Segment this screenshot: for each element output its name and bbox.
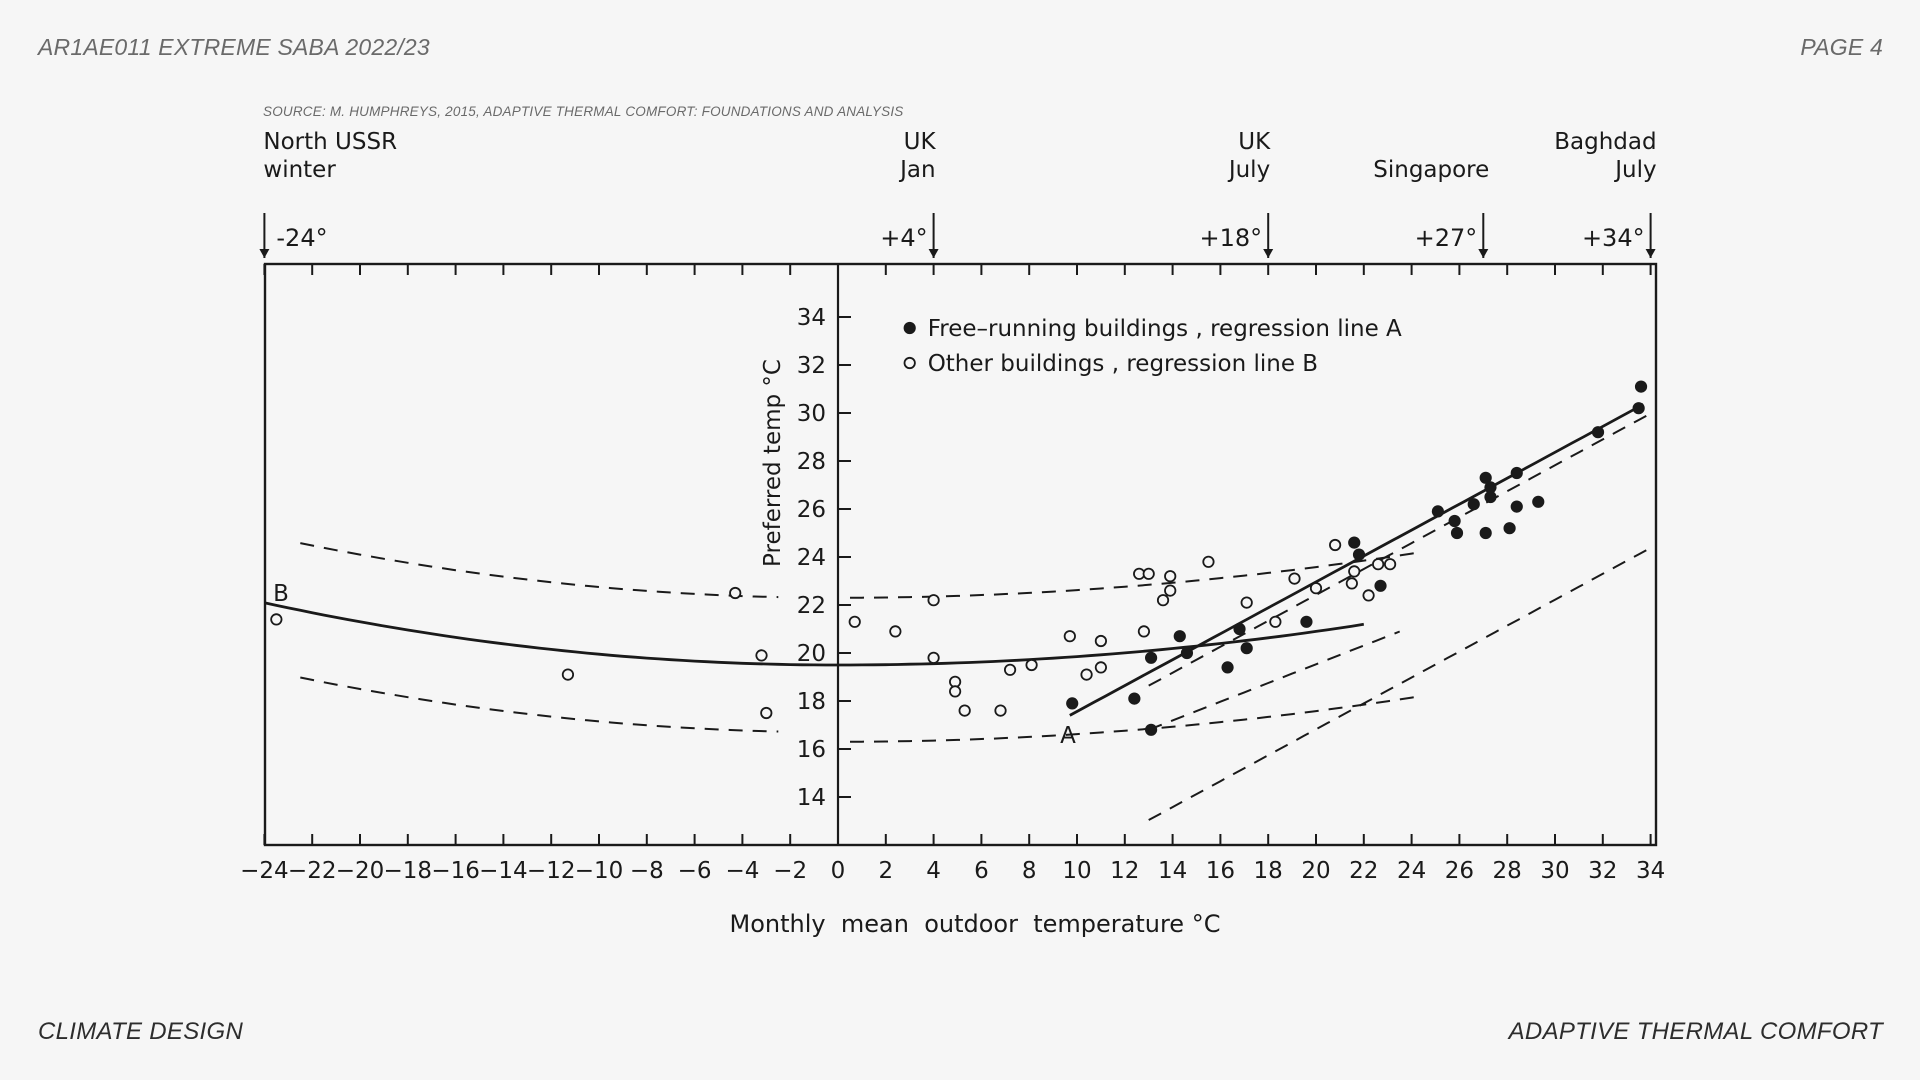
data-point-other bbox=[1270, 617, 1280, 627]
x-tick-label: 26 bbox=[1444, 858, 1475, 884]
data-point-other bbox=[1385, 559, 1395, 569]
x-tick-label: −6 bbox=[677, 858, 712, 884]
data-point-other bbox=[1373, 559, 1383, 569]
data-point-other bbox=[928, 595, 938, 605]
band-a-upper bbox=[1149, 414, 1651, 686]
x-tick-label: 32 bbox=[1588, 858, 1618, 884]
data-point-other bbox=[271, 614, 281, 624]
climate-marker-name: Baghdad bbox=[1554, 129, 1657, 155]
x-tick-label: −24 bbox=[240, 858, 289, 884]
climate-marker-name: winter bbox=[263, 157, 336, 183]
data-point-free-running bbox=[1433, 506, 1443, 516]
data-point-other bbox=[959, 705, 969, 715]
x-tick-label: 8 bbox=[1021, 858, 1037, 884]
y-tick-label: 24 bbox=[796, 545, 826, 571]
data-point-other bbox=[890, 626, 900, 636]
climate-arrow-head bbox=[1263, 249, 1273, 258]
climate-marker-name: UK bbox=[903, 129, 936, 155]
data-point-other bbox=[1289, 573, 1299, 583]
climate-marker-name: Singapore bbox=[1373, 157, 1490, 183]
climate-marker-value: -24° bbox=[276, 224, 328, 252]
data-point-free-running bbox=[1129, 693, 1139, 703]
y-tick-label: 28 bbox=[796, 449, 826, 475]
x-tick-label: 20 bbox=[1301, 858, 1331, 884]
x-tick-label: 18 bbox=[1253, 858, 1283, 884]
data-point-free-running bbox=[1636, 381, 1646, 391]
x-axis-label: Monthly mean outdoor temperature °C bbox=[729, 910, 1221, 938]
x-tick-label: −22 bbox=[287, 858, 337, 884]
regression-lines bbox=[264, 404, 1643, 715]
y-tick-label: 30 bbox=[796, 401, 826, 427]
data-point-other bbox=[563, 669, 573, 679]
data-point-free-running bbox=[1349, 537, 1359, 547]
data-point-free-running bbox=[1504, 523, 1514, 533]
data-point-free-running bbox=[1234, 624, 1244, 634]
climate-marker-name: July bbox=[1615, 157, 1657, 183]
data-point-other bbox=[730, 588, 740, 598]
y-tick-label: 32 bbox=[796, 353, 826, 379]
data-point-other bbox=[1158, 595, 1168, 605]
climate-marker-name: North USSR bbox=[263, 129, 398, 155]
y-tick-label: 34 bbox=[796, 305, 826, 331]
data-point-other bbox=[1144, 569, 1154, 579]
climate-marker-value: +34° bbox=[1581, 224, 1645, 252]
x-tick-label: −10 bbox=[574, 858, 624, 884]
x-tick-label: 16 bbox=[1205, 858, 1236, 884]
x-tick-label: −2 bbox=[773, 858, 808, 884]
x-tick-label: −14 bbox=[479, 858, 528, 884]
data-point-free-running bbox=[1512, 501, 1522, 511]
x-tick-label: 30 bbox=[1540, 858, 1570, 884]
y-axis-label: Preferred temp °C bbox=[760, 359, 786, 567]
data-point-free-running bbox=[1480, 528, 1490, 538]
x-tick-label: −12 bbox=[526, 858, 576, 884]
data-point-other bbox=[1165, 571, 1175, 581]
data-point-other bbox=[761, 708, 771, 718]
x-tick-label: −8 bbox=[629, 858, 664, 884]
data-point-free-running bbox=[1593, 427, 1603, 437]
band-a-lower bbox=[1149, 548, 1651, 820]
data-point-free-running bbox=[1512, 468, 1522, 478]
data-point-free-running bbox=[1146, 653, 1156, 663]
climate-marker-value: +4° bbox=[880, 224, 928, 252]
climate-marker-name: July bbox=[1228, 157, 1271, 183]
y-tick-label: 18 bbox=[796, 689, 826, 715]
y-tick-label: 14 bbox=[796, 785, 826, 811]
x-tick-label: −20 bbox=[335, 858, 385, 884]
data-point-other bbox=[928, 653, 938, 663]
data-point-free-running bbox=[1449, 516, 1459, 526]
x-tick-label: 34 bbox=[1635, 858, 1666, 884]
data-point-other bbox=[1363, 590, 1373, 600]
climate-arrow-head bbox=[1478, 249, 1488, 258]
footer-topic: CLIMATE DESIGN bbox=[38, 1018, 244, 1045]
climate-marker-value: +18° bbox=[1199, 224, 1263, 252]
data-point-free-running bbox=[1485, 492, 1495, 502]
data-point-other bbox=[1165, 585, 1175, 595]
data-point-free-running bbox=[1301, 617, 1311, 627]
climate-arrow-head bbox=[259, 249, 269, 258]
data-point-free-running bbox=[1354, 549, 1364, 559]
data-point-other bbox=[1096, 636, 1106, 646]
data-point-free-running bbox=[1146, 725, 1156, 735]
x-tick-label: 4 bbox=[926, 858, 941, 884]
data-point-other bbox=[995, 705, 1005, 715]
x-tick-label: −16 bbox=[431, 858, 480, 884]
data-point-free-running bbox=[1182, 648, 1192, 658]
data-point-other bbox=[756, 650, 766, 660]
x-tick-label: −4 bbox=[725, 858, 760, 884]
climate-markers bbox=[259, 129, 1656, 258]
data-point-other bbox=[1347, 578, 1357, 588]
legend-marker-filled bbox=[905, 323, 915, 333]
legend-label: Free–running buildings , regression line A bbox=[927, 316, 1402, 342]
x-tick-label: 22 bbox=[1349, 858, 1379, 884]
x-tick-label: −18 bbox=[383, 858, 433, 884]
climate-arrow-head bbox=[929, 249, 939, 258]
y-tick-label: 22 bbox=[796, 593, 826, 619]
regression-line-b-label: B bbox=[273, 581, 289, 607]
regression-line-b-left bbox=[264, 603, 838, 665]
data-point-other bbox=[1311, 583, 1321, 593]
data-point-other bbox=[1241, 597, 1251, 607]
band-b-upper-left bbox=[300, 543, 778, 597]
band-b-lower-left bbox=[300, 678, 778, 732]
legend-marker-open bbox=[905, 358, 915, 368]
data-point-free-running bbox=[1222, 662, 1232, 672]
climate-marker-name: Jan bbox=[900, 157, 936, 183]
y-tick-label: 16 bbox=[796, 737, 826, 763]
footer-subtopic: ADAPTIVE THERMAL COMFORT bbox=[1508, 1018, 1883, 1045]
data-point-other bbox=[850, 617, 860, 627]
page-number: PAGE 4 bbox=[1800, 34, 1883, 60]
data-point-other bbox=[1330, 540, 1340, 550]
data-point-other bbox=[1203, 557, 1213, 567]
y-tick-label: 20 bbox=[796, 641, 826, 667]
data-point-other bbox=[1081, 669, 1091, 679]
data-points bbox=[271, 381, 1646, 735]
data-point-other bbox=[950, 686, 960, 696]
data-point-free-running bbox=[1469, 499, 1479, 509]
data-point-other bbox=[1026, 660, 1036, 670]
data-point-free-running bbox=[1533, 497, 1543, 507]
x-tick-label: 0 bbox=[830, 858, 846, 884]
x-tick-label: 2 bbox=[878, 858, 894, 884]
climate-marker-value: +27° bbox=[1414, 224, 1478, 252]
data-point-other bbox=[1349, 566, 1359, 576]
y-ticks bbox=[797, 305, 851, 811]
data-point-other bbox=[1096, 662, 1106, 672]
climate-marker-name: UK bbox=[1238, 129, 1271, 155]
data-point-free-running bbox=[1452, 528, 1462, 538]
source-citation: SOURCE: M. HUMPHREYS, 2015, ADAPTIVE THERMAL COMFORT: FOUNDATIONS AND ANALYSIS bbox=[263, 104, 904, 119]
x-tick-label: 12 bbox=[1110, 858, 1140, 884]
x-tick-label: 14 bbox=[1157, 858, 1188, 884]
x-tick-label: 28 bbox=[1492, 858, 1522, 884]
legend-label: Other buildings , regression line B bbox=[927, 351, 1319, 377]
data-point-other bbox=[1139, 626, 1149, 636]
data-point-other bbox=[1005, 665, 1015, 675]
x-tick-label: 6 bbox=[974, 858, 989, 884]
course-title: AR1AE011 EXTREME SABA 2022/23 bbox=[38, 34, 430, 60]
legend bbox=[905, 316, 1403, 377]
regression-line-a-label: A bbox=[1060, 723, 1076, 749]
data-point-free-running bbox=[1067, 698, 1077, 708]
data-point-other bbox=[1065, 631, 1075, 641]
data-point-free-running bbox=[1175, 631, 1185, 641]
data-point-free-running bbox=[1241, 643, 1251, 653]
x-tick-label: 10 bbox=[1062, 858, 1092, 884]
data-point-free-running bbox=[1633, 403, 1643, 413]
climate-arrow-head bbox=[1646, 249, 1656, 258]
data-point-free-running bbox=[1375, 581, 1385, 591]
confidence-bands bbox=[300, 414, 1650, 821]
y-tick-label: 26 bbox=[796, 497, 826, 523]
x-tick-label: 24 bbox=[1396, 858, 1427, 884]
